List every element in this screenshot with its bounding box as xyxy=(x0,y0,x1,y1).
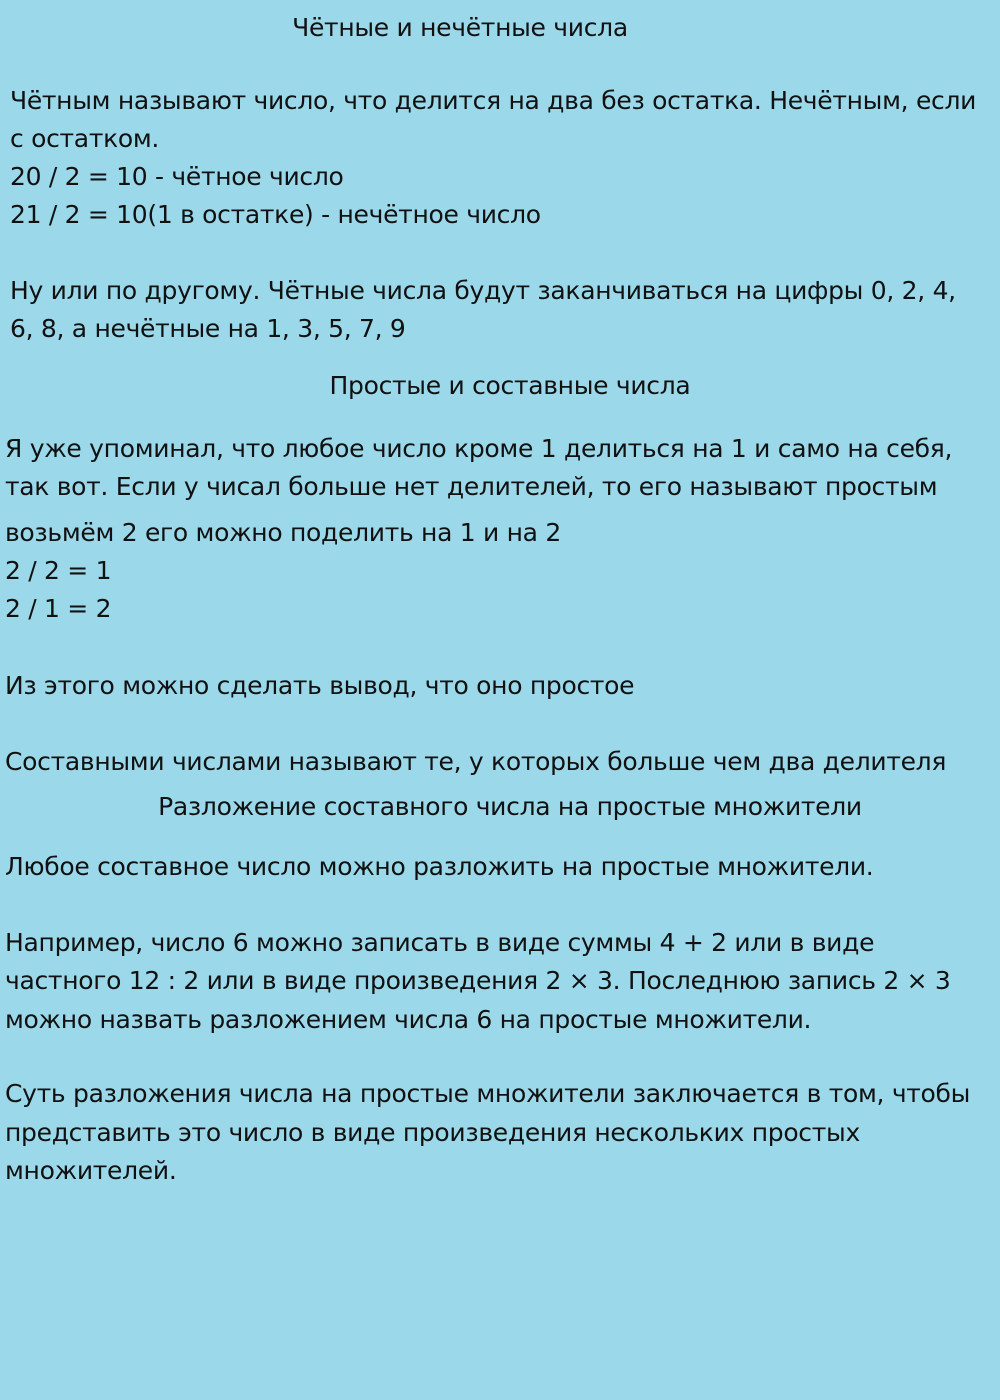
text-line: 6, 8, а нечётные на 1, 3, 5, 7, 9 xyxy=(10,314,406,343)
text-line: Любое составное число можно разложить на простые множители. xyxy=(5,852,874,881)
text-line: Из этого можно сделать вывод, что оно простое xyxy=(5,671,635,700)
text-line: представить это число в виде произведения нескольких простых xyxy=(5,1118,860,1147)
text-line: Например, число 6 можно записать в виде суммы 4 + 2 или в виде xyxy=(5,928,875,957)
text-line: Ну или по другому. Чётные числа будут заканчиваться на цифры 0, 2, 4, xyxy=(10,276,956,305)
text-line: с остатком. xyxy=(10,124,160,153)
heading-prime-factorization: Разложение составного числа на простые множители xyxy=(158,792,862,821)
text-line: возьмём 2 его можно поделить на 1 и на 2 xyxy=(5,518,561,547)
text-line: так вот. Если у чисал больше нет делителей, то его называют простым xyxy=(5,472,938,501)
text-line: множителей. xyxy=(5,1156,177,1185)
text-line: 2 / 2 = 1 xyxy=(5,556,112,585)
heading-even-odd: Чётные и нечётные числа xyxy=(292,13,628,42)
text-line: Чётным называют число, что делится на два без остатка. Нечётным, если xyxy=(10,86,977,115)
text-line: 21 / 2 = 10(1 в остатке) - нечётное число xyxy=(10,200,541,229)
text-line: Составными числами называют те, у которых больше чем два делителя xyxy=(5,747,947,776)
text-line: частного 12 : 2 или в виде произведения 2 × 3. Последнюю запись 2 × 3 xyxy=(5,966,951,995)
text-line: Суть разложения числа на простые множители заключается в том, чтобы xyxy=(5,1079,971,1108)
text-line: 20 / 2 = 10 - чётное число xyxy=(10,162,344,191)
text-line: Я уже упоминал, что любое число кроме 1 делиться на 1 и само на себя, xyxy=(5,434,953,463)
heading-prime-composite: Простые и составные числа xyxy=(329,371,691,400)
text-line: 2 / 1 = 2 xyxy=(5,594,112,623)
text-line: можно назвать разложением числа 6 на простые множители. xyxy=(5,1005,812,1034)
